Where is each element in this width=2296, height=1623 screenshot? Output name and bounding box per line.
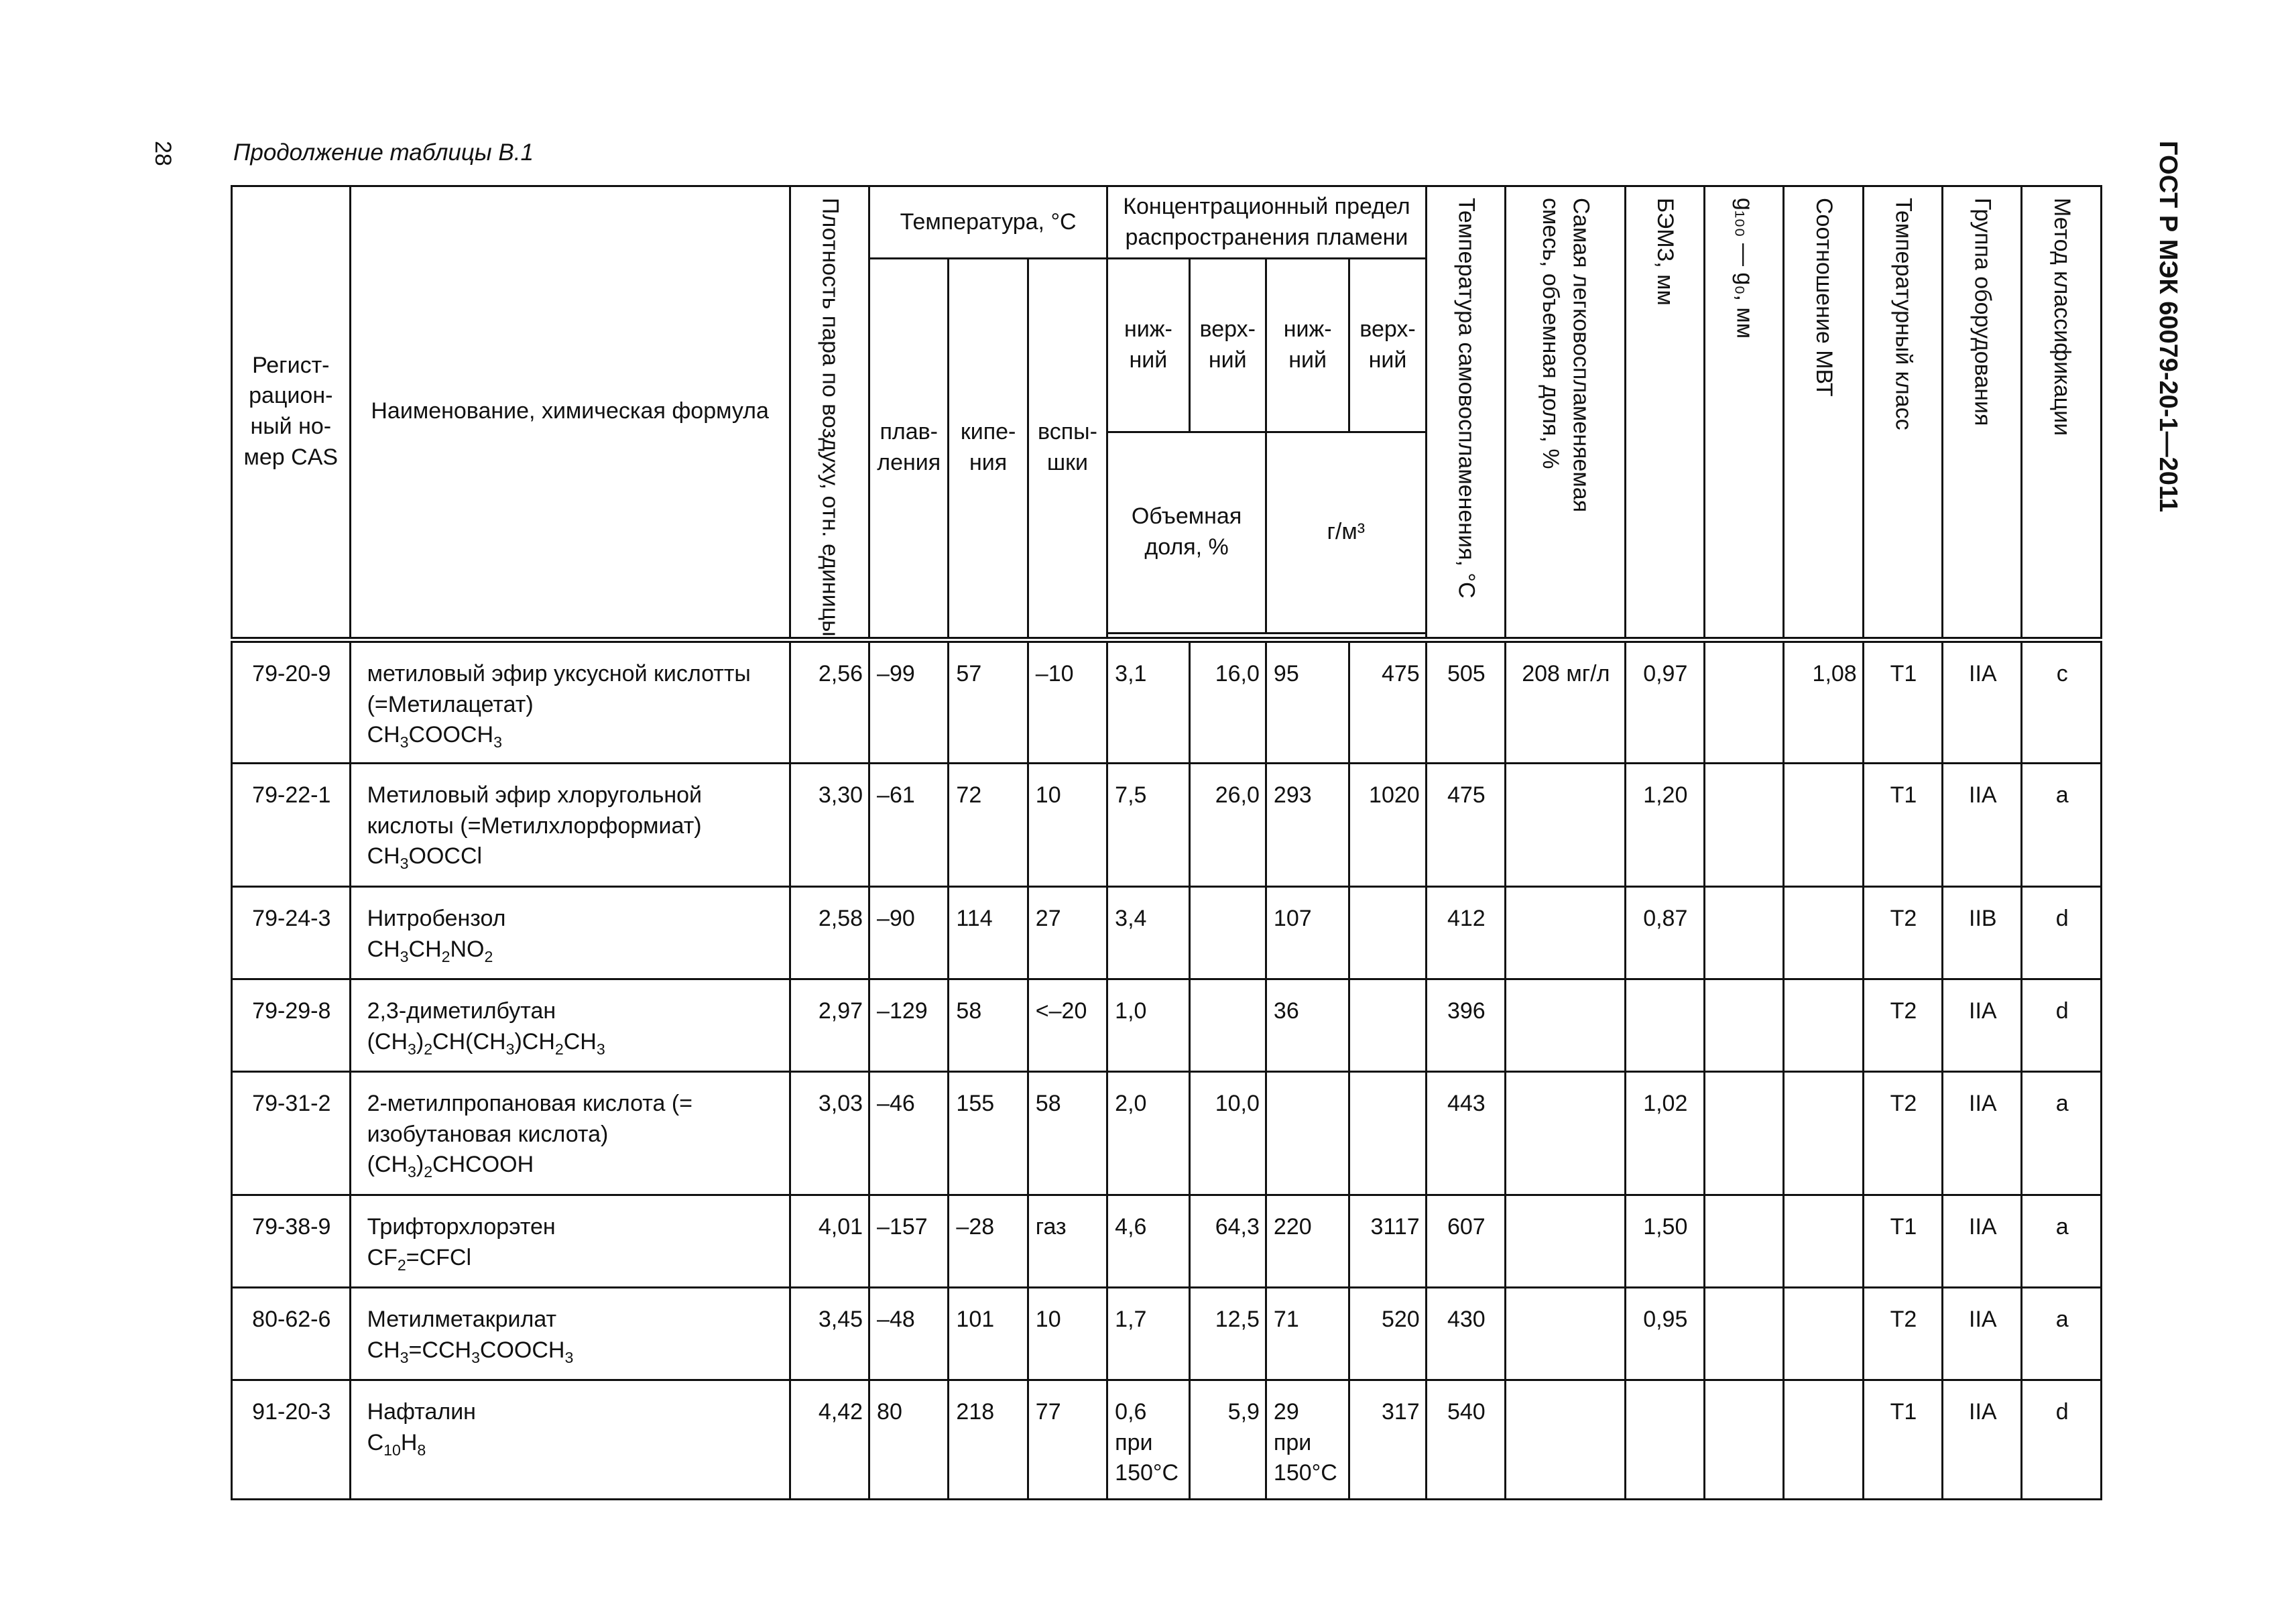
header-boiling: кипе-ния [949,259,1028,640]
cell-upper-limit-vol: 5,9 [1189,1380,1266,1499]
header-mass-concentration: г/м³ [1266,432,1426,633]
cell-gap-difference [1704,1380,1783,1499]
cell-name [350,1287,790,1380]
cell-cas: 79-31-2 [232,1071,351,1195]
substance-name: Трифторхлорэтен [367,1213,556,1240]
cell-lower-limit-vol: 2,0 [1107,1071,1189,1195]
cell-flash-point: газ [1028,1195,1107,1287]
cell-lower-limit-vol: 3,1 [1107,640,1189,763]
cell-mic-ratio [1784,1287,1863,1380]
table-row [232,1071,2102,1195]
cell-boiling: 114 [949,886,1028,979]
cell-classification-method: a [2022,1287,2102,1380]
cell-temperature-class: T1 [1863,640,1942,763]
cell-cas: 79-20-9 [232,640,351,763]
cell-cas: 79-24-3 [232,886,351,979]
cell-mic-ratio [1784,1195,1863,1287]
cell-density: 2,97 [790,979,869,1071]
cell-mesg: 0,87 [1625,886,1704,979]
table-row [232,886,2102,979]
cell-name [350,886,790,979]
cell-classification-method: a [2022,1195,2102,1287]
cell-autoignition: 396 [1426,979,1505,1071]
header-mesg: БЭМЗ, мм [1625,186,1704,640]
substance-name: метиловый эфир уксусной кислотты (=Метилацетат) [367,660,751,717]
cell-density: 2,58 [790,886,869,979]
cell-upper-limit-mass [1349,1071,1426,1195]
cell-mic-ratio [1784,1071,1863,1195]
cell-boiling: 57 [949,640,1028,763]
cell-upper-limit-vol [1189,979,1266,1071]
chemical-formula: $(CH_3)_2CHCOOH$ [367,1152,534,1181]
chemical-formula: $CF_2=CFCl$ [367,1244,472,1274]
cell-density: 4,42 [790,1380,869,1499]
cell-mesg: 1,20 [1625,763,1704,886]
cell-mesg [1625,1380,1704,1499]
cell-easiest-mixture [1506,1195,1626,1287]
cell-upper-limit-mass: 520 [1349,1287,1426,1380]
table-caption: Продолжение таблицы В.1 [233,139,534,166]
cell-easiest-mixture [1506,979,1626,1071]
table-row [232,640,2102,763]
cell-lower-limit-mass: 71 [1266,1287,1349,1380]
cell-temperature-class: T1 [1863,1195,1942,1287]
table-row [232,1195,2102,1287]
cell-cas: 91-20-3 [232,1380,351,1499]
cell-cas: 79-29-8 [232,979,351,1071]
cell-density: 4,01 [790,1195,869,1287]
header-cas: Регист-рацион-ный но-мер CAS [232,186,351,640]
cell-easiest-mixture [1506,1071,1626,1195]
cell-boiling: 101 [949,1287,1028,1380]
chemical-formula: $CH_3COOCH_3$ [367,722,502,752]
chemical-formula: $CH_3OOCCl$ [367,843,483,873]
cell-lower-limit-vol: 3,4 [1107,886,1189,979]
cell-easiest-mixture [1506,763,1626,886]
cell-temperature-class: T2 [1863,1071,1942,1195]
cell-lower-limit-vol: 1,7 [1107,1287,1189,1380]
header-temperature-class: Температурный класс [1863,186,1942,640]
header-melting: плав-ления [869,259,949,640]
header-density: Плотность пара по воздуху, отн. единицы [790,186,869,640]
cell-upper-limit-vol: 64,3 [1189,1195,1266,1287]
header-mic-ratio: Соотношение МВТ [1784,186,1863,640]
cell-upper-limit-vol: 12,5 [1189,1287,1266,1380]
chemical-formula: $CH_3=CCH_3COOCH_3$ [367,1337,574,1366]
table-row [232,979,2102,1071]
cell-name [350,1071,790,1195]
table-row [232,763,2102,886]
cell-melting: –46 [869,1071,949,1195]
cell-melting: –157 [869,1195,949,1287]
cell-easiest-mixture [1506,886,1626,979]
cell-upper-limit-vol: 10,0 [1189,1071,1266,1195]
chemical-formula: $CH_3CH_2NO_2$ [367,936,493,965]
header-name: Наименование, химическая формула [350,186,790,640]
cell-mesg: 1,50 [1625,1195,1704,1287]
cell-mesg: 0,95 [1625,1287,1704,1380]
cell-equipment-group: IIA [1943,1071,2022,1195]
substance-name: Нафталин [367,1398,476,1425]
header-concentration-limit: Концентрационный предел распространения пламени [1107,186,1427,259]
cell-mic-ratio [1784,1380,1863,1499]
cell-equipment-group: IIA [1943,1195,2022,1287]
cell-upper-limit-mass [1349,886,1426,979]
cell-cas: 79-22-1 [232,763,351,886]
header-autoignition: Температура самовоспламенения, °С [1426,186,1505,640]
cell-melting: –61 [869,763,949,886]
chemical-formula: $C_{10}H_8$ [367,1429,426,1459]
cell-upper-limit-mass: 1020 [1349,763,1426,886]
cell-gap-difference [1704,640,1783,763]
cell-easiest-mixture [1506,1287,1626,1380]
cell-upper-limit-vol: 16,0 [1189,640,1266,763]
cell-flash-point: 10 [1028,763,1107,886]
cell-equipment-group: IIA [1943,1287,2022,1380]
cell-flash-point: 27 [1028,886,1107,979]
substance-name: Метилметакрилат [367,1306,557,1332]
cell-cas: 80-62-6 [232,1287,351,1380]
header-flash: вспы-шки [1028,259,1107,640]
header-gap-difference: g₁₀₀ — g₀, мм [1704,186,1783,640]
cell-equipment-group: IIB [1943,886,2022,979]
cell-name [350,979,790,1071]
cell-autoignition: 505 [1426,640,1505,763]
cell-flash-point: 10 [1028,1287,1107,1380]
cell-boiling: 218 [949,1380,1028,1499]
cell-temperature-class: T1 [1863,763,1942,886]
cell-density: 3,03 [790,1071,869,1195]
header-easiest-mixture: Самая легковоспламеняемая смесь, объемная доля, % [1506,186,1626,640]
cell-upper-limit-vol [1189,886,1266,979]
cell-upper-limit-mass [1349,979,1426,1071]
substance-name: 2-метилпропановая кислота (= изобутановая кислота) [367,1090,693,1147]
cell-autoignition: 430 [1426,1287,1505,1380]
cell-lower-limit-mass: 36 [1266,979,1349,1071]
cell-boiling: –28 [949,1195,1028,1287]
cell-flash-point: 77 [1028,1380,1107,1499]
table-row [232,1380,2102,1499]
cell-equipment-group: IIA [1943,640,2022,763]
cell-lower-limit-vol: 7,5 [1107,763,1189,886]
cell-boiling: 155 [949,1071,1028,1195]
cell-autoignition: 607 [1426,1195,1505,1287]
cell-classification-method: a [2022,763,2102,886]
cell-lower-limit-mass: 293 [1266,763,1349,886]
cell-boiling: 58 [949,979,1028,1071]
cell-flash-point: 58 [1028,1071,1107,1195]
header-temperature: Температура, °С [869,186,1107,259]
header-upper-vol: верх-ний [1189,259,1266,432]
cell-mic-ratio: 1,08 [1784,640,1863,763]
cell-lower-limit-vol: 0,6 при 150°C [1107,1380,1189,1499]
cell-upper-limit-vol: 26,0 [1189,763,1266,886]
cell-lower-limit-mass [1266,1071,1349,1195]
chemical-formula: $(CH_3)_2CH(CH_3)CH_2CH_3$ [367,1028,605,1058]
cell-gap-difference [1704,1071,1783,1195]
cell-autoignition: 475 [1426,763,1505,886]
cell-gap-difference [1704,979,1783,1071]
cell-equipment-group: IIA [1943,763,2022,886]
cell-upper-limit-mass: 475 [1349,640,1426,763]
cell-name [350,640,790,763]
cell-name [350,1380,790,1499]
header-upper-mass: верх-ний [1349,259,1426,432]
cell-gap-difference [1704,886,1783,979]
cell-melting: 80 [869,1380,949,1499]
cell-upper-limit-mass: 317 [1349,1380,1426,1499]
cell-autoignition: 412 [1426,886,1505,979]
cell-lower-limit-vol: 4,6 [1107,1195,1189,1287]
cell-lower-limit-mass: 220 [1266,1195,1349,1287]
cell-autoignition: 540 [1426,1380,1505,1499]
cell-melting: –129 [869,979,949,1071]
cell-classification-method: d [2022,1380,2102,1499]
cell-melting: –90 [869,886,949,979]
cell-lower-limit-vol: 1,0 [1107,979,1189,1071]
cell-density: 3,45 [790,1287,869,1380]
cell-equipment-group: IIA [1943,979,2022,1071]
cell-boiling: 72 [949,763,1028,886]
cell-temperature-class: T2 [1863,1287,1942,1380]
table-row [232,1287,2102,1380]
cell-mic-ratio [1784,979,1863,1071]
cell-name [350,1195,790,1287]
header-volume-fraction: Объемная доля, % [1107,432,1266,633]
cell-density: 3,30 [790,763,869,886]
cell-easiest-mixture [1506,1380,1626,1499]
cell-cas: 79-38-9 [232,1195,351,1287]
cell-lower-limit-mass: 107 [1266,886,1349,979]
cell-gap-difference [1704,763,1783,886]
cell-mesg: 0,97 [1625,640,1704,763]
cell-mic-ratio [1784,763,1863,886]
cell-upper-limit-mass: 3117 [1349,1195,1426,1287]
standard-code: ГОСТ Р МЭК 60079-20-1—2011 [2154,141,2182,513]
cell-autoignition: 443 [1426,1071,1505,1195]
cell-temperature-class: T2 [1863,979,1942,1071]
substance-name: Метиловый эфир хлоругольной кислоты (=Метилхлорформиат) [367,782,703,839]
cell-mesg: 1,02 [1625,1071,1704,1195]
page-number: 28 [150,141,176,166]
cell-mic-ratio [1784,886,1863,979]
header-lower-vol: ниж-ний [1107,259,1189,432]
cell-classification-method: a [2022,1071,2102,1195]
substance-name: Нитробензол [367,905,506,931]
cell-gap-difference [1704,1287,1783,1380]
cell-lower-limit-mass: 29 при 150°C [1266,1380,1349,1499]
header-classification-method: Метод классификации [2022,186,2102,640]
cell-classification-method: c [2022,640,2102,763]
cell-classification-method: d [2022,886,2102,979]
cell-easiest-mixture: 208 мг/л [1506,640,1626,763]
cell-name [350,763,790,886]
cell-melting: –48 [869,1287,949,1380]
cell-lower-limit-mass: 95 [1266,640,1349,763]
header-lower-mass: ниж-ний [1266,259,1349,432]
header-equipment-group: Группа оборудования [1943,186,2022,640]
cell-flash-point: <–20 [1028,979,1107,1071]
cell-temperature-class: T1 [1863,1380,1942,1499]
cell-mesg [1625,979,1704,1071]
cell-classification-method: d [2022,979,2102,1071]
cell-flash-point: –10 [1028,640,1107,763]
cell-gap-difference [1704,1195,1783,1287]
cell-equipment-group: IIA [1943,1380,2022,1499]
cell-temperature-class: T2 [1863,886,1942,979]
cell-density: 2,56 [790,640,869,763]
cell-melting: –99 [869,640,949,763]
substance-name: 2,3-диметилбутан [367,998,556,1024]
substance-table [231,185,2102,1500]
